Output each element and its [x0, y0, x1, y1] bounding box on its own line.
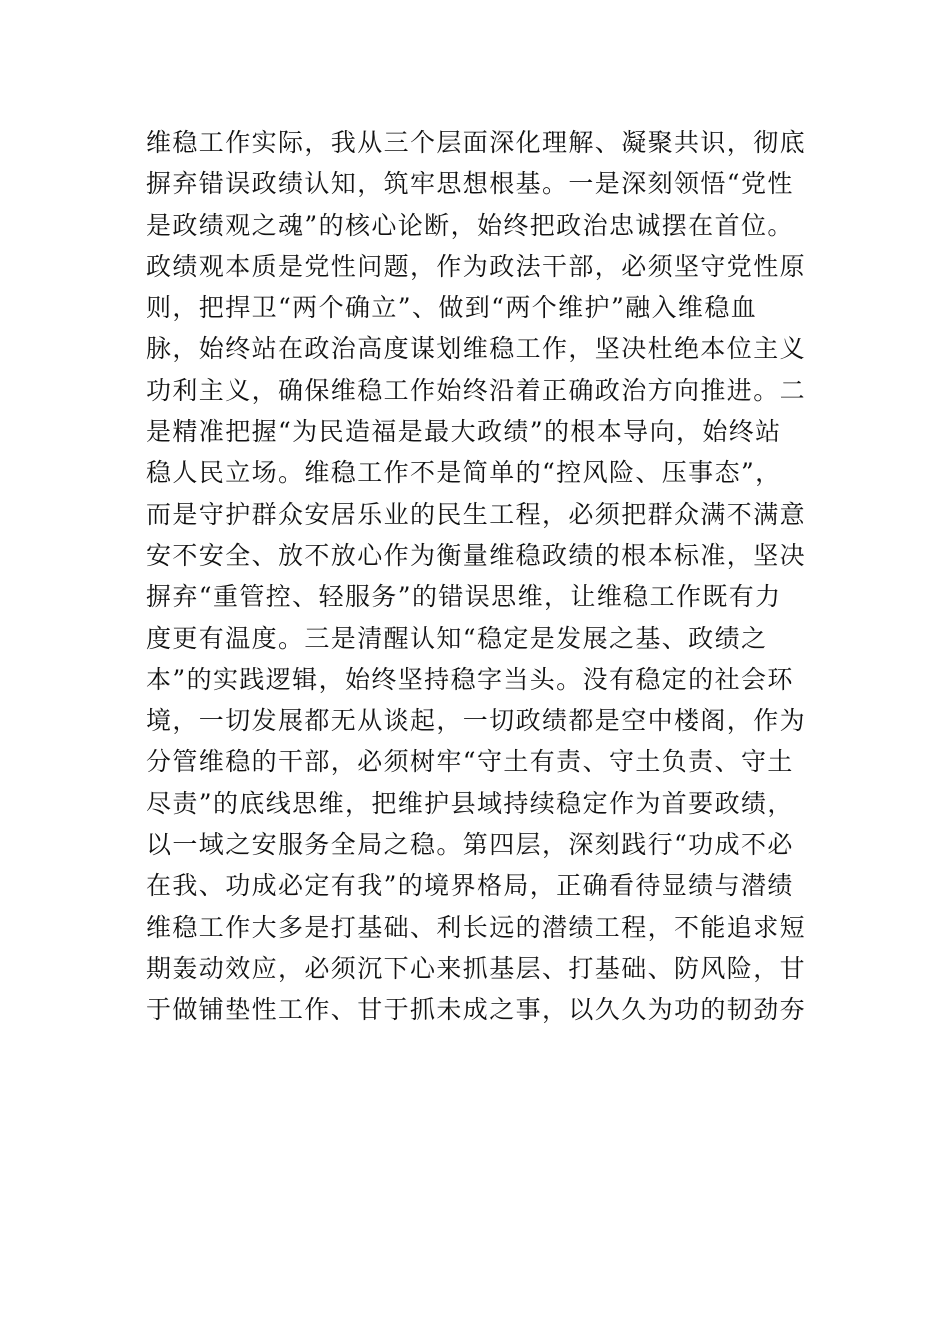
text-line: 分管维稳的干部，必须树牢“守土有责、守土负责、守土 — [146, 747, 794, 777]
text-line: 期轰动效应，必须沉下心来抓基层、打基础、防风险，甘 — [146, 953, 807, 983]
text-line: 而是守护群众安居乐业的民生工程，必须把群众满不满意 — [146, 499, 807, 529]
text-line: 境，一切发展都无从谈起，一切政绩都是空中楼阁，作为 — [146, 706, 807, 736]
text-line: 政绩观本质是党性问题，作为政法干部，必须坚守党性原 — [146, 251, 807, 281]
text-line: 于做铺垫性工作、甘于抓未成之事，以久久为功的韧劲夯 — [146, 995, 807, 1025]
text-line: 安不安全、放不放心作为衡量维稳政绩的根本标准，坚决 — [146, 540, 807, 570]
text-line: 维稳工作实际，我从三个层面深化理解、凝聚共识，彻底 — [146, 128, 807, 157]
text-line: 摒弃错误政绩认知，筑牢思想根基。一是深刻领悟“党性 — [146, 169, 794, 199]
text-line: 摒弃“重管控、轻服务”的错误思维，让维稳工作既有力 — [146, 582, 782, 612]
text-line: 是精准把握“为民造福是最大政绩”的根本导向，始终站 — [146, 417, 782, 447]
text-line: 度更有温度。三是清醒认知“稳定是发展之基、政绩之 — [146, 623, 768, 653]
text-line: 是政绩观之魂”的核心论断，始终把政治忠诚摆在首位。 — [146, 210, 794, 240]
text-line: 稳人民立场。维稳工作不是简单的“控风险、压事态”， — [146, 458, 782, 488]
text-line: 以一域之安服务全局之稳。第四层，深刻践行“功成不必 — [146, 830, 794, 860]
text-line: 脉，始终站在政治高度谋划维稳工作，坚决杜绝本位主义 — [146, 334, 807, 364]
text-line: 维稳工作大多是打基础、利长远的潜绩工程，不能追求短 — [146, 912, 807, 942]
text-line: 功利主义，确保维稳工作始终沿着正确政治方向推进。二 — [146, 375, 807, 405]
text-line: 则，把捍卫“两个确立”、做到“两个维护”融入维稳血 — [146, 293, 758, 323]
text-line: 在我、功成必定有我”的境界格局，正确看待显绩与潜绩 — [146, 871, 794, 901]
body-text — [146, 122, 816, 1031]
text-line: 本”的实践逻辑，始终坚持稳字当头。没有稳定的社会环 — [146, 664, 794, 694]
text-line: 尽责”的底线思维，把维护县域持续稳定作为首要政绩， — [146, 788, 794, 818]
